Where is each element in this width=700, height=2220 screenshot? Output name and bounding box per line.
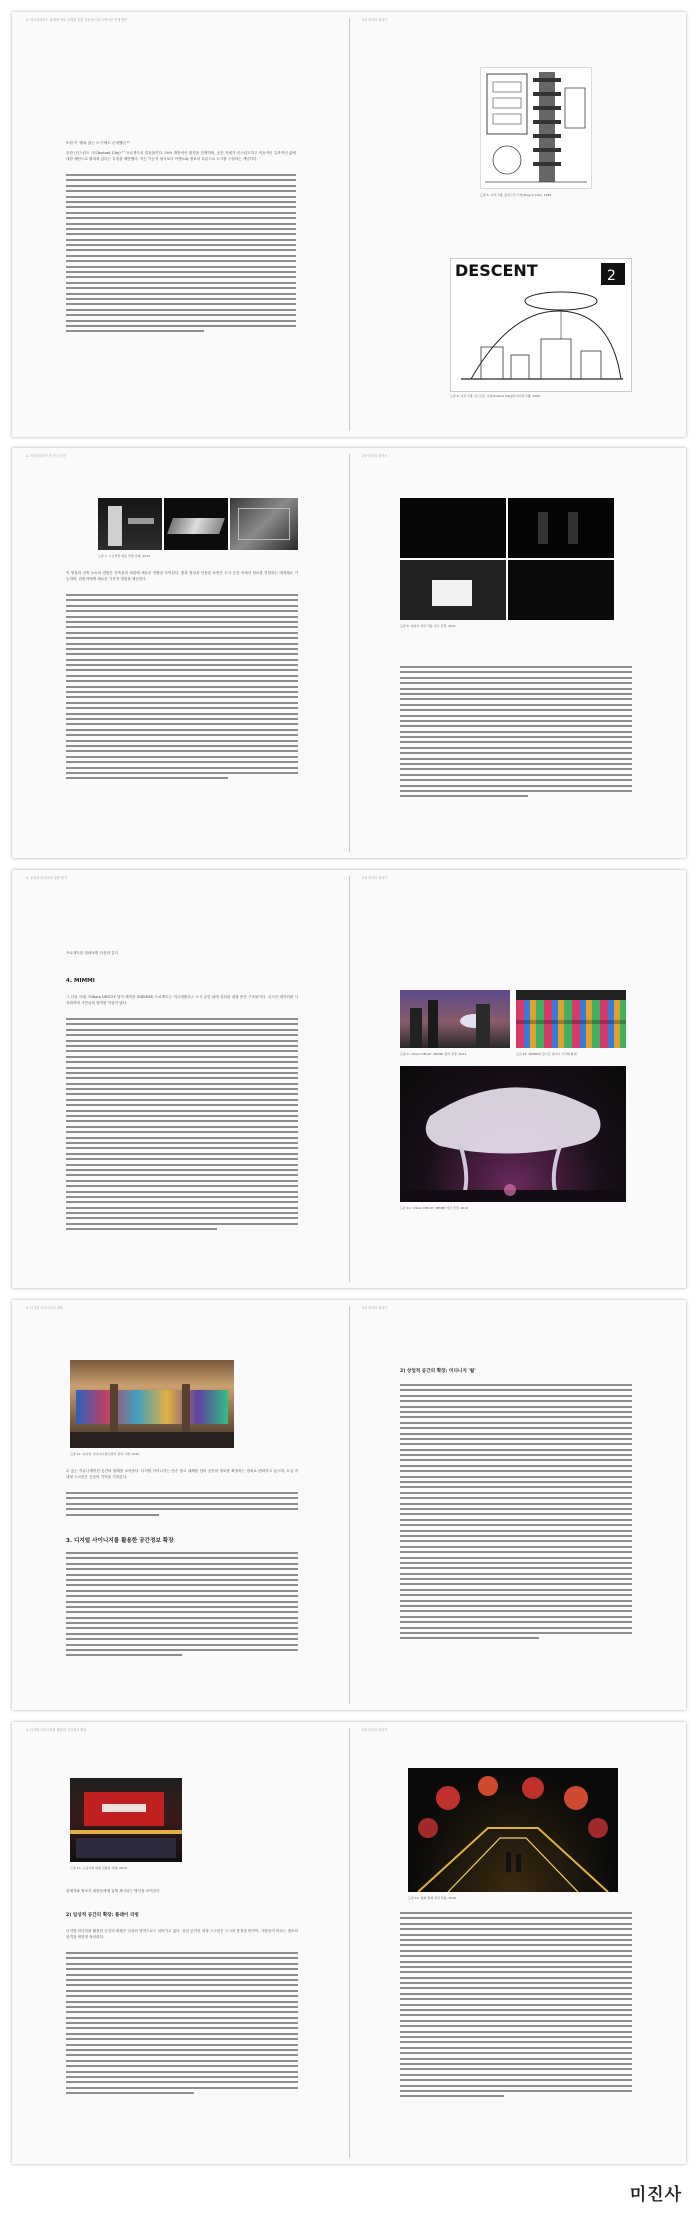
left-running-header: 4. 미디어파사드 잠재적 정보 공개를 통한 공동체 커뮤니케이션 연계 방안	[26, 18, 128, 22]
spread-5	[12, 1722, 686, 2164]
right-body-text-lines	[400, 1912, 632, 2112]
right-running-header: 2장 미디어 파사드	[362, 18, 388, 22]
installation-photo-4	[508, 560, 614, 620]
page-gutter	[349, 876, 350, 1282]
page-gutter	[349, 454, 350, 852]
intro-text: 프로젝트를 살펴보면 다음과 같다.	[66, 951, 120, 955]
body-text-lines	[66, 1952, 298, 2102]
installation-photo-1	[400, 498, 506, 558]
body-text: 수 있는 커뮤니케이션 공간의 형태를 보여준다. 디지털 사이니지는 단순 광고 매체를 넘어 공간의 정보를 확장하는 장치로 변화하고 있으며, 도심 속 대형 스크린은 공공의 기억을 기록한다.	[66, 1469, 298, 1480]
page-gutter	[349, 18, 350, 431]
svg-text:2: 2	[607, 268, 616, 284]
figure-caption: 도판 7. 프로젝션 매핑 작업 사례, 2013	[98, 554, 150, 558]
projection-photo-2	[164, 498, 228, 550]
page-gutter	[349, 1728, 350, 2158]
installation-photo-2	[508, 498, 614, 558]
figure-caption: 도판 5. 아키그램, 플러그인 시티(Plug-in City), 1964	[480, 193, 552, 197]
architecture-drawing-icon	[481, 68, 591, 188]
projection-photo-1	[98, 498, 162, 550]
right-body-text-lines	[400, 1384, 632, 1664]
right-running-header: 2장 미디어 파사드	[362, 876, 388, 880]
figure-caption: 도판 13. 쇼핑가의 대형 전광판 사례, 2014	[70, 1866, 127, 1870]
spread-4	[12, 1300, 686, 1710]
figure-caption: 도판 10. MIMMI의 실시간 데이터 시각화 화면	[516, 1052, 577, 1056]
publisher-logo: 미진사	[629, 2185, 682, 2205]
balloon-structure-icon	[400, 1066, 626, 1202]
spread-3	[12, 870, 686, 1288]
installation-photo-3	[400, 560, 506, 620]
left-running-header: 4. 디지털 사이니지를 활용한 공간정보 확장	[26, 1728, 87, 1732]
data-visualization-screen	[516, 990, 626, 1048]
left-running-header: 4. 디지털 사이니지의 변화	[26, 1306, 63, 1310]
body-text-lines	[66, 1492, 298, 1522]
projection-photo-3	[230, 498, 298, 550]
figure-caption: 도판 8. 미디어 설치 작품 전시 전경, 2011	[400, 624, 456, 628]
digital-signage-panorama-photo	[70, 1360, 234, 1448]
section-heading: 4. MIMMI	[66, 978, 95, 984]
figure-caption: 도판 12. 디지털 사이니지 파노라마 설치 사례, 2015	[70, 1452, 140, 1456]
body-text-lines	[66, 174, 296, 349]
light-tunnel-icon	[408, 1768, 618, 1892]
spread-2	[12, 448, 686, 858]
body-text-lines	[66, 594, 298, 794]
billboard-street-photo	[70, 1778, 182, 1862]
figure-caption: 도판 9. Urbain DECOY, MIMMI 설치 전경, 2012	[400, 1052, 467, 1056]
figure-caption: 도판 6. 아키그램, 인스턴트 시티(Instant City)의 다이어그램, 1969	[450, 394, 540, 398]
figure-title: DESCENT	[455, 261, 538, 280]
right-body-text-lines	[400, 666, 632, 806]
page-gutter	[349, 1306, 350, 1704]
body-text: 이 영상과 건축 요소의 결합은 건축물의 외관에 새로운 역할을 부여한다. 빛과 영상을 이용한 표면은 도시 공간 속에서 정보를 전달하는 매개체로 기능하며, 관람자에게 새로운 시각적 경험을 제공한다.	[66, 571, 298, 582]
body-text-lines-2	[66, 1552, 298, 1662]
instant-city-diagram-icon	[451, 259, 631, 391]
mimmi-night-photo	[400, 1066, 626, 1202]
right-running-header: 2장 미디어 파사드	[362, 1728, 388, 1732]
body-text-lines	[66, 1018, 298, 1248]
figure-caption: 도판 14. 빛의 축제 설치 작품, 2016	[408, 1896, 457, 1900]
body-text: 디지털 미디어를 활용한 공간의 확장은 일상의 영역으로도 넘어가고 있다. 상업 공간의 대형 스크린은 도시의 풍경을 바꾸며, 사람들이 머무는 장소의 성격을 새롭게 정의한다.	[66, 1929, 298, 1940]
plug-in-city-drawing	[480, 67, 592, 189]
body-text: 그 다음 사례, Urbain DECOY 팀이 제작한 (MIMMI) 프로젝트는 미니애폴리스 도시 공간 위에 설치된 대형 풍선 구조물이다. 실시간 데이터를 시각화하며 시민들의 참여를 이끌어 냈다.	[66, 995, 298, 1006]
light-festival-photo	[408, 1768, 618, 1892]
spread-1	[12, 12, 686, 437]
section-heading: 3. 디지털 사이니지를 활용한 공간정보 확장	[66, 1538, 174, 1544]
instant-city-drawing	[450, 258, 632, 392]
intro-text: 또한 이 '펼쳐 있는 도시'에도 존재했던 ²⁶	[66, 141, 130, 145]
intro-text: 관계자와 정보가 대중들에게 실제 제시되는 방식을 보여준다.	[66, 1889, 161, 1893]
city-photo	[400, 990, 510, 1048]
right-running-header: 2장 미디어 파사드	[362, 1306, 388, 1310]
left-running-header: 4. 미디어파사드의 전시 공간	[26, 454, 66, 458]
left-running-header: 4. 공간과 미디어의 결합 방식	[26, 876, 67, 880]
right-section-heading: 2) 상업적 공간의 확장: 미디니지 '월'	[400, 1369, 476, 1374]
figure-caption: 도판 11. Urbain DECOY, MIMMI 야간 전경, 2012	[400, 1206, 469, 1210]
section-heading: 2) 일상적 공간의 확장: 플레이 리빙	[66, 1913, 139, 1918]
body-text: 초반 (인스턴트 시티Instant City) ²⁷ 프로젝트의 결과물이다. 30% 개방적인 환경을 전제하며, 공간 자체가 인스턴트하고 이동적인 유목적인 삶에 대한 제안으로 펼쳐져 있다는 특징을 제안했다. 이는 기능적 형식보다 이벤트와 정보의 흐름으로 도시를 구성하는 개념이다.	[66, 151, 296, 162]
right-running-header: 2장 미디어 파사드	[362, 454, 388, 458]
